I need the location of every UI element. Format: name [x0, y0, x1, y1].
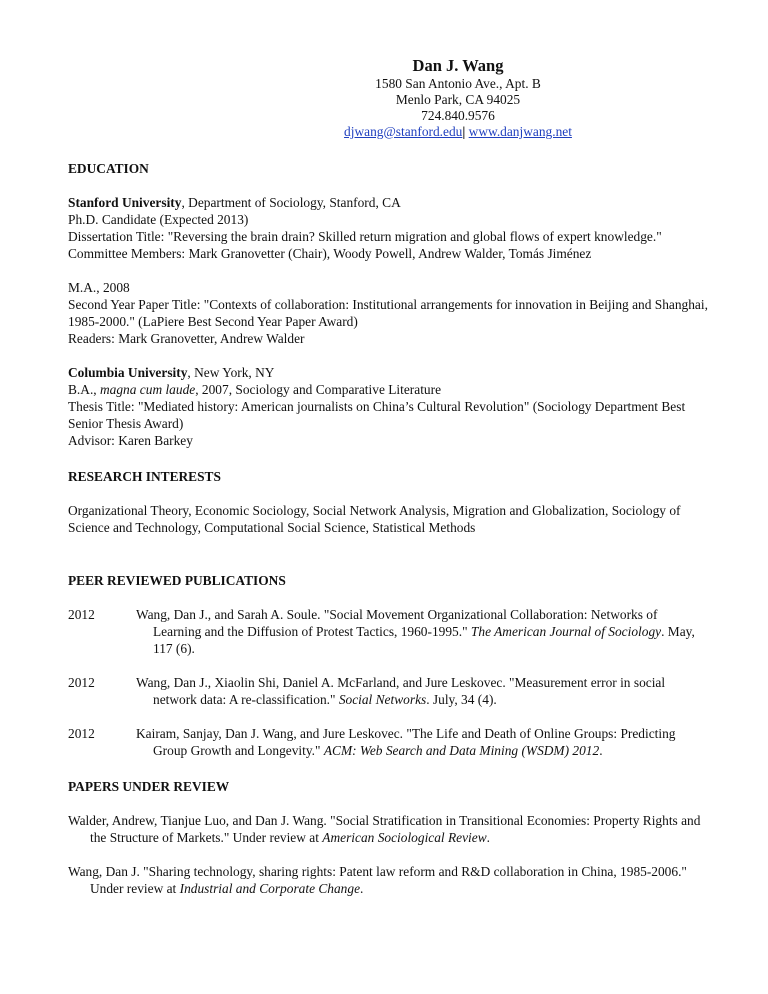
publication-tail: . May, 117 (6).	[153, 624, 695, 656]
publications-list	[68, 606, 708, 759]
ma-paper: Second Year Paper Title: "Contexts of collaboration: Institutional arrangements for innovation in Beijing and Shanghai, 1985-2000." (LaPiere Best Second Year Paper Award)	[68, 297, 708, 329]
columbia-entry	[68, 364, 708, 449]
columbia-advisor: Advisor: Karen Barkey	[68, 433, 193, 448]
review-tail: .	[486, 830, 491, 845]
ma-degree: M.A., 2008	[68, 280, 130, 295]
publication-tail: .	[599, 743, 603, 758]
stanford-dissertation: Dissertation Title: "Reversing the brain drain? Skilled return migration and global flows of expert knowledge."	[68, 229, 662, 244]
publication-year: 2012	[68, 607, 95, 622]
review-text: Wang, Dan J. "Sharing technology, sharing rights: Patent law reform and R&D collaboration in China, 1985-2006." Under review at	[68, 864, 687, 896]
contact-separator: |	[462, 124, 466, 139]
research-heading: RESEARCH INTERESTS	[68, 469, 221, 484]
publication-venue: ACM: Web Search and Data Mining (WSDM) 2012	[323, 743, 600, 758]
publication-year: 2012	[68, 726, 95, 741]
columbia-school-detail: , New York, NY	[187, 365, 275, 380]
review-venue: Industrial and Corporate Change	[179, 881, 361, 896]
education-heading: EDUCATION	[68, 161, 149, 176]
research-interests-text: Organizational Theory, Economic Sociology, Social Network Analysis, Migration and Globalization, Sociology of Science and Technology, Computational Social Science, Statistical Methods	[68, 503, 681, 535]
publication-item	[68, 674, 708, 708]
review-item	[68, 863, 708, 897]
columbia-degree-suffix: , 2007, Sociology and Comparative Literature	[195, 382, 442, 397]
website-link[interactable]: www.danjwang.net	[468, 124, 572, 139]
columbia-degree-honor: magna cum laude	[100, 382, 196, 397]
columbia-school-line	[68, 364, 708, 381]
columbia-degree	[68, 381, 708, 398]
phone-number: 724.840.9576	[421, 108, 495, 123]
stanford-school-detail: , Department of Sociology, Stanford, CA	[181, 195, 401, 210]
publication-text: Wang, Dan J., Xiaolin Shi, Daniel A. McFarland, and Jure Leskovec. "Measurement error in social network data: A re-classification."	[136, 675, 666, 707]
cv-page	[68, 56, 708, 897]
review-text: Walder, Andrew, Tianjue Luo, and Dan J. Wang. "Social Stratification in Transitional Economies: Property Rights and the Structure of Markets." Under review at	[68, 813, 701, 845]
ma-readers: Readers: Mark Granovetter, Andrew Walder	[68, 331, 305, 346]
address-line-1: 1580 San Antonio Ave., Apt. B	[375, 76, 541, 91]
columbia-thesis: Thesis Title: "Mediated history: American journalists on China’s Cultural Revolution" (Sociology Department Best Senior Thesis Award)	[68, 399, 686, 431]
review-tail: .	[360, 881, 364, 896]
review-venue: American Sociological Review	[322, 830, 487, 845]
under-review-heading: PAPERS UNDER REVIEW	[68, 779, 230, 794]
publications-heading: PEER REVIEWED PUBLICATIONS	[68, 573, 286, 588]
columbia-degree-prefix: B.A.,	[68, 382, 100, 397]
publication-tail: . July, 34 (4).	[426, 692, 497, 707]
publication-item	[68, 606, 708, 657]
publication-item	[68, 725, 708, 759]
publication-venue: The American Journal of Sociology	[470, 624, 662, 639]
publication-year: 2012	[68, 675, 95, 690]
publication-text: Kairam, Sanjay, Dan J. Wang, and Jure Leskovec. "The Life and Death of Online Groups: Predicting Group Growth and Longevity."	[136, 726, 676, 758]
columbia-school: Columbia University	[68, 365, 188, 380]
contact-links	[268, 124, 648, 140]
stanford-degree: Ph.D. Candidate (Expected 2013)	[68, 212, 249, 227]
ma-entry	[68, 279, 708, 347]
publication-text: Wang, Dan J., and Sarah A. Soule. "Social Movement Organizational Collaboration: Networks of Learning and the Diffusion of Protest Tactics, 1960-1995."	[136, 607, 658, 639]
review-item	[68, 812, 708, 846]
stanford-committee: Committee Members: Mark Granovetter (Chair), Woody Powell, Andrew Walder, Tomás Jiménez	[68, 246, 592, 261]
stanford-entry	[68, 194, 708, 262]
address-line-2: Menlo Park, CA 94025	[395, 92, 521, 107]
stanford-school-line	[68, 194, 708, 211]
stanford-school: Stanford University	[68, 195, 182, 210]
cv-header	[268, 56, 648, 140]
author-name: Dan J. Wang	[412, 56, 504, 75]
email-link[interactable]: djwang@stanford.edu	[344, 124, 463, 139]
publication-venue: Social Networks	[338, 692, 427, 707]
